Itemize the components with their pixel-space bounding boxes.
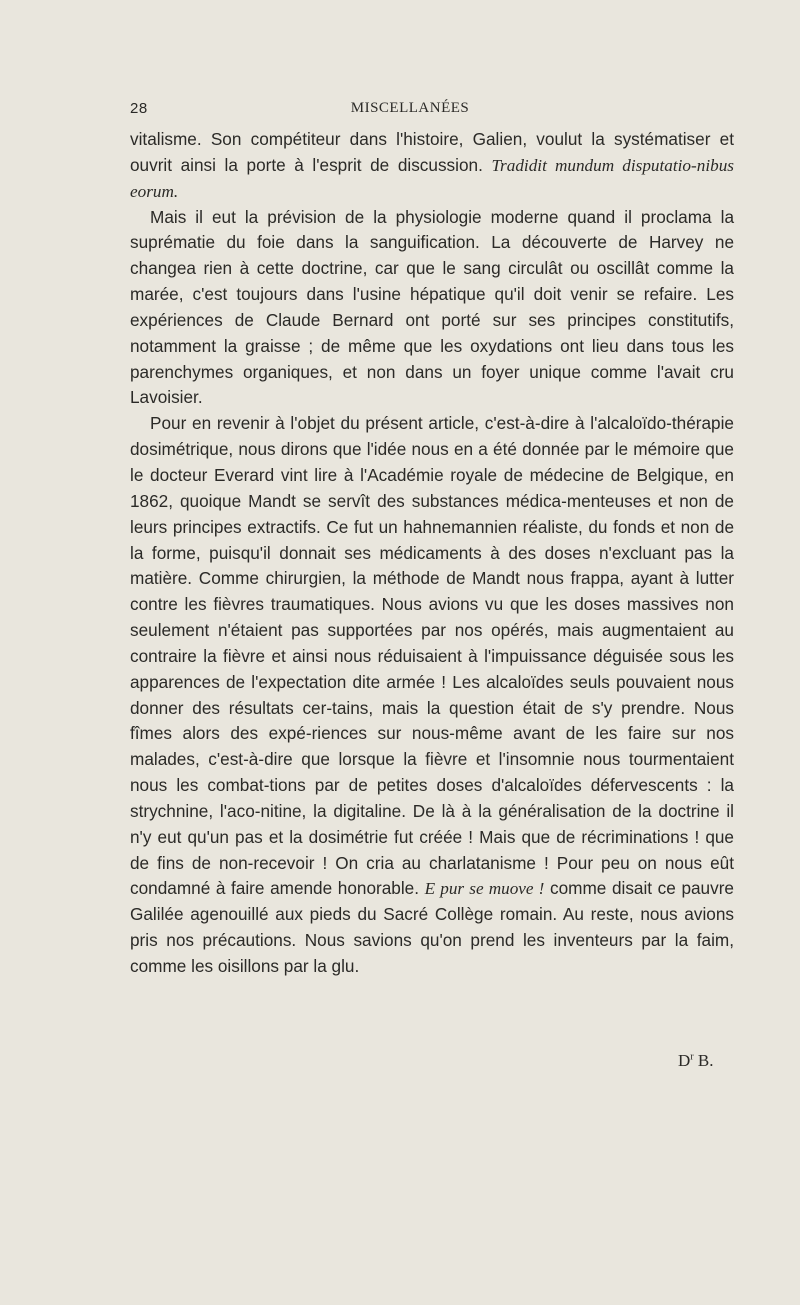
paragraph-3: Pour en revenir à l'objet du présent article, c'est-à-dire à l'alcaloïdo-thérapie dosimétrique, nous dirons que l'idée nous en a été donnée par le mémoire que le docteur Everard vint lire à l'Académie royale de médecine de Belgique, en 1862, quoique Mandt se servît des substances médica-menteuses et non de leurs principes extractifs. Ce fut un hahnemannien réaliste, du fonds et non de la forme, puisqu'il donnait ses médicaments à des doses n'excluant pas la matière. Comme chirurgien, la méthode de Mandt nous frappa, ayant à lutter contre les fièvres traumatiques. Nous avions vu que les doses massives non seulement n'étaient pas supportées par nos opérés, mais augmentaient au contraire la fièvre et ainsi nous réduisaient à l'impuissance déguisée sous les apparences de l'expectation dite armée ! Les alcaloïdes seuls pouvaient nous donner des résultats cer-tains, mais la question était de s'y prendre. Nous fîmes alors des expé-riences sur nous-même avant de les faire sur nos malades, c'est-à-dire que lorsque la fièvre et l'insomnie nous tourmentaient nous les combat-tions par de petites doses d'alcaloïdes défervescents : la strychnine, l'aco-nitine, la digitaline. De là à la généralisation de la doctrine il n'y eut qu'un pas et la dosimétrie fut créée ! Mais que de récriminations ! que de fins de non-recevoir ! On cria au charlatanisme ! Pour peu on nous eût condamné à faire amende honorable. E pur se muove ! comme disait ce pauvre Galilée agenouillé aux pieds du Sacré Collège romain. Au reste, nous avions pris nos précautions. Nous savions qu'on prend les inventeurs par la faim, comme les oisillons par la glu. [130,413,734,976]
article-body [130,127,734,980]
running-title: MISCELLANÉES [350,100,470,116]
page-number: 28 [130,100,148,117]
page-header [130,100,690,120]
paragraph-2: Mais il eut la prévision de la physiologie moderne quand il proclama la suprématie du foie dans la sanguification. La découverte de Harvey ne changea rien à cette doctrine, car que le sang circulât ou oscillât comme la marée, c'est toujours dans l'usine hépatique qu'il doit venir se refaire. Les expériences de Claude Bernard ont porté sur ses principes constitutifs, notamment la graisse ; de même que les oxydations ont lieu dans tous les parenchymes organiques, et non dans un foyer unique comme l'avait cru Lavoisier. [130,206,734,408]
author-signature: $D^r$ B. [678,1051,714,1070]
paragraph-1: vitalisme. Son compétiteur dans l'histoire, Galien, voulut la systématiser et ouvrit ainsi la porte à l'esprit de discussion. Tradidit mundum disputatio-nibus eorum. [130,129,734,201]
